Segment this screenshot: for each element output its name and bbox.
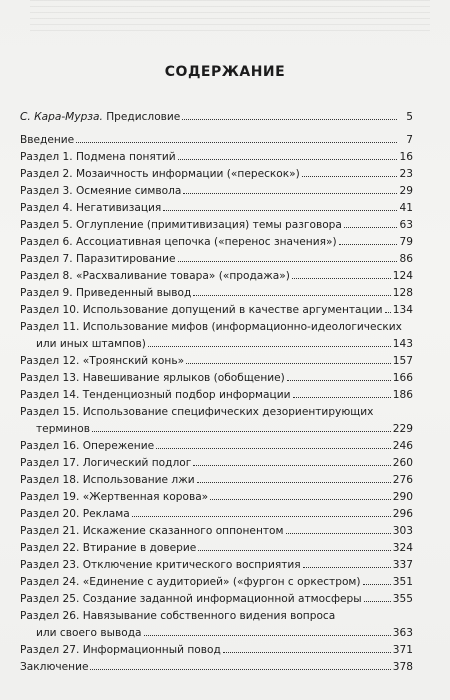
dot-leader	[183, 193, 397, 194]
dot-leader	[156, 448, 391, 449]
toc-entry-label: Раздел 2. Мозаичность информации («перескок»)	[20, 168, 300, 180]
toc-page-number: 7	[406, 134, 413, 146]
toc-page-number: 143	[392, 338, 413, 350]
toc-entry-label: Раздел 16. Опережение	[20, 440, 155, 452]
toc-entry[interactable]	[20, 472, 413, 489]
toc-entry-label: Раздел 10. Использование допущений в качестве аргументации	[20, 304, 383, 316]
toc-page-number: 128	[392, 287, 413, 299]
toc-entry[interactable]	[20, 183, 413, 200]
toc-entry-label: Раздел 25. Создание заданной информационной атмосферы	[20, 593, 362, 605]
toc-entry-label-continuation: терминов	[36, 423, 90, 435]
dot-leader	[92, 431, 391, 432]
toc-entry-label: Раздел 11. Использование мифов (информационно-идеологических	[20, 321, 402, 333]
toc-entry-label: Раздел 27. Информационный повод	[20, 644, 221, 656]
toc-entry-label: Раздел 24. «Единение с аудиторией» («фургон с оркестром)	[20, 576, 361, 588]
toc-entry-label: Раздел 1. Подмена понятий	[20, 151, 176, 163]
toc-entry-label: Раздел 18. Использование лжи	[20, 474, 195, 486]
toc-page-number: 260	[392, 457, 413, 469]
toc-page-number: 363	[392, 627, 413, 639]
dot-leader	[182, 119, 397, 120]
toc-entry-label-continuation: или иных штампов)	[36, 338, 146, 350]
dot-leader	[90, 669, 390, 670]
dot-leader	[163, 210, 397, 211]
toc-page-number: 166	[392, 372, 413, 384]
toc-page-number: 276	[392, 474, 413, 486]
toc-entry-label: Раздел 5. Оглупление (примитивизация) темы разговора	[20, 219, 342, 231]
dot-leader	[344, 227, 397, 228]
toc-entry-label: Раздел 15. Использование специфических дезориентирующих	[20, 406, 374, 418]
toc-entry[interactable]	[20, 591, 413, 608]
dot-leader	[76, 142, 397, 143]
dot-leader	[363, 584, 391, 585]
dot-leader	[303, 567, 391, 568]
toc-entry[interactable]	[20, 166, 413, 183]
toc-page-number: 41	[399, 202, 413, 214]
toc-page-number: 63	[399, 219, 413, 231]
toc-entry-label: Предисловие	[106, 111, 181, 123]
toc-entry-label: Раздел 12. «Троянский конь»	[20, 355, 185, 367]
toc-page-number: 324	[392, 542, 413, 554]
dot-leader	[293, 397, 391, 398]
toc-page-number: 290	[392, 491, 413, 503]
dot-leader	[178, 261, 398, 262]
dot-leader	[186, 363, 391, 364]
dot-leader	[210, 499, 391, 500]
toc-page-number: 355	[392, 593, 413, 605]
toc-page-number: 86	[399, 253, 413, 265]
toc-page-number: 29	[399, 185, 413, 197]
toc-entry[interactable]	[20, 387, 413, 404]
toc-entry-label: Раздел 22. Втирание в доверие	[20, 542, 197, 554]
toc-entry[interactable]	[20, 574, 413, 591]
toc-entry[interactable]	[20, 302, 413, 319]
toc-entry[interactable]	[20, 132, 413, 149]
dot-leader	[178, 159, 397, 160]
toc-entry[interactable]	[20, 251, 413, 268]
page-title: СОДЕРЖАНИЕ	[164, 64, 286, 80]
toc-entry[interactable]	[20, 506, 413, 523]
toc-entry-label-continuation: или своего вывода	[36, 627, 142, 639]
toc-page-number: 5	[406, 111, 413, 123]
toc-entry[interactable]	[20, 149, 413, 166]
dot-leader	[193, 465, 390, 466]
toc-page-number: 186	[392, 389, 413, 401]
toc-entry-label: Раздел 7. Паразитирование	[20, 253, 176, 265]
toc-entry[interactable]	[20, 608, 413, 642]
dot-leader	[198, 550, 391, 551]
toc-page-number: 246	[392, 440, 413, 452]
toc-entry-label: Раздел 4. Негативизация	[20, 202, 162, 214]
dot-leader	[132, 516, 391, 517]
toc-page-number: 303	[392, 525, 413, 537]
dot-leader	[292, 278, 391, 279]
toc-entry[interactable]	[20, 370, 413, 387]
toc-entry-label: Раздел 8. «Расхваливание товара» («продажа»)	[20, 270, 290, 282]
toc-entry-label: Заключение	[20, 661, 89, 673]
toc-entry-label: Раздел 9. Приведенный вывод	[20, 287, 192, 299]
toc-page-number: 378	[392, 661, 413, 673]
toc-entry-label: Раздел 20. Реклама	[20, 508, 130, 520]
toc-entry[interactable]	[20, 489, 413, 506]
toc-entry[interactable]	[20, 540, 413, 557]
toc-entry[interactable]	[20, 523, 413, 540]
toc-entry-label: Раздел 19. «Жертвенная корова»	[20, 491, 209, 503]
show-through-text	[30, 0, 430, 36]
toc-page-number: 79	[399, 236, 413, 248]
toc-page-number: 23	[399, 168, 413, 180]
toc-entry[interactable]	[20, 319, 413, 353]
toc-entry-author: С. Кара-Мурза.	[20, 111, 103, 123]
toc-entry[interactable]	[20, 557, 413, 574]
dot-leader	[302, 176, 397, 177]
toc-entry[interactable]	[20, 438, 413, 455]
toc-page-number: 371	[392, 644, 413, 656]
toc-page-number: 229	[392, 423, 413, 435]
toc-page-number: 337	[392, 559, 413, 571]
toc-entry-label: Введение	[20, 134, 75, 146]
dot-leader	[197, 482, 391, 483]
toc-entry[interactable]	[20, 659, 413, 676]
toc-entry-label: Раздел 13. Навешивание ярлыков (обобщение)	[20, 372, 285, 384]
toc-entry-label: Раздел 6. Ассоциативная цепочка («перенос значения»)	[20, 236, 337, 248]
toc-page-number: 134	[392, 304, 413, 316]
toc-page-number: 124	[392, 270, 413, 282]
toc-entry[interactable]	[20, 404, 413, 438]
toc-page-number: 351	[392, 576, 413, 588]
toc-entry[interactable]	[20, 268, 413, 285]
toc-entry[interactable]	[20, 217, 413, 234]
toc-entry-label: Раздел 21. Искажение сказанного оппонентом	[20, 525, 284, 537]
dot-leader	[148, 346, 391, 347]
dot-leader	[287, 380, 391, 381]
dot-leader	[385, 312, 391, 313]
toc-page-number: 16	[399, 151, 413, 163]
dot-leader	[193, 295, 390, 296]
dot-leader	[144, 635, 391, 636]
toc-page-number: 157	[392, 355, 413, 367]
table-of-contents	[20, 109, 413, 676]
toc-entry-label: Раздел 14. Тенденциозный подбор информации	[20, 389, 291, 401]
toc-entry[interactable]	[20, 285, 413, 302]
toc-entry-label: Раздел 17. Логический подлог	[20, 457, 192, 469]
toc-entry[interactable]	[20, 109, 413, 126]
toc-entry[interactable]	[20, 234, 413, 251]
toc-page-number: 296	[392, 508, 413, 520]
toc-entry[interactable]	[20, 642, 413, 659]
dot-leader	[223, 652, 391, 653]
toc-entry[interactable]	[20, 455, 413, 472]
toc-entry[interactable]	[20, 200, 413, 217]
toc-entry[interactable]	[20, 353, 413, 370]
dot-leader	[339, 244, 397, 245]
dot-leader	[286, 533, 391, 534]
toc-entry-label: Раздел 23. Отключение критического восприятия	[20, 559, 301, 571]
dot-leader	[364, 601, 391, 602]
toc-entry-label: Раздел 26. Навязывание собственного видения вопроса	[20, 610, 336, 622]
toc-entry-label: Раздел 3. Осмеяние символа	[20, 185, 182, 197]
